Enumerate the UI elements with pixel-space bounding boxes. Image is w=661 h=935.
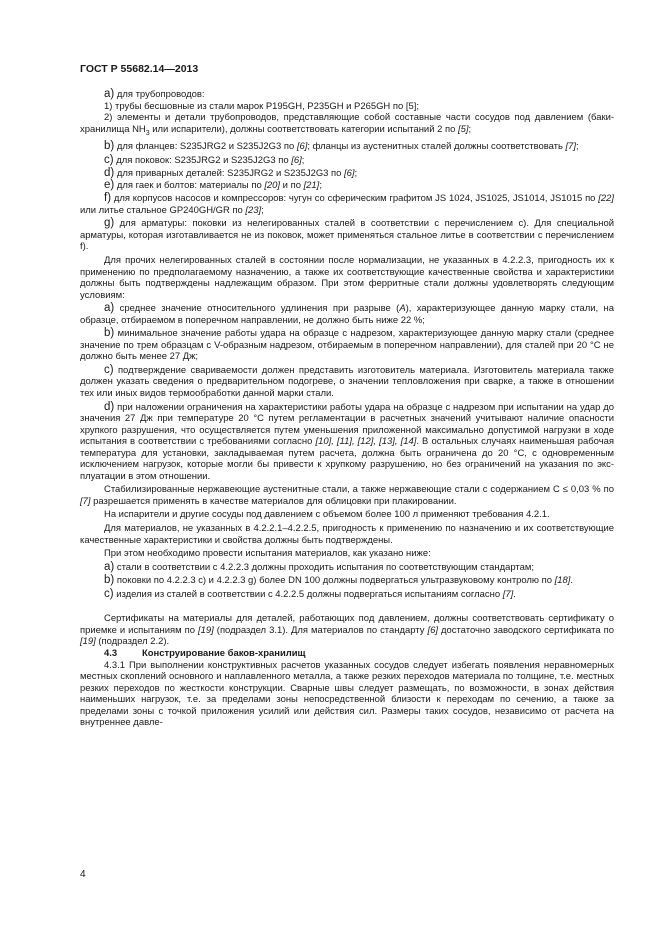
reference: [10], [11], [12], [13], [14] — [315, 436, 417, 448]
paragraph: а) для трубопроводов: — [104, 88, 205, 100]
reference: [6] — [344, 168, 355, 180]
paragraph: a) стали в соответствии с 4.2.2.3 должны проходить испытания по соответствующим стандартам; — [104, 560, 534, 573]
paragraph: 1) трубы бесшовные из стали марок P195GH, P235GH и P265GH по [5]; — [104, 100, 419, 112]
paragraph: e) для гаек и болтов: материалы по [20] и по [21]; — [104, 178, 322, 191]
paragraph: a) среднее значение относительного удлинения при разрыве (A), характеризующее данную марку стали, на образце, отбираемом в поперечном направлении, не должно быть ниже 22 %; — [80, 302, 614, 326]
paragraph: При этом необходимо провести испытания материалов, как указано ниже: — [104, 548, 431, 560]
section-heading: 4.3 Конструирование баков-хранилищ — [104, 647, 306, 659]
reference: [21] — [303, 179, 320, 191]
page-header-title: ГОСТ Р 55682.14—2013 — [80, 63, 199, 75]
paragraph: 4.3.1 При выполнении конструктивных расчетов указанных сосудов следует избегать появления неравномерных местных скоплений основного и наплавленного металла, а также резких переходов материала по толщине, т.е. местных резких переходов по жесткости конструкции. Сварные швы следует размещать, по возможности, в зонах действия наименьших нагрузок, т.е. за пределами зоны непосредственной близости к переходам по сечению, а также за пределами зоны с точкой приложения усилий или действия сил. Размеры таких сосудов, независимо от расчета на внутреннее давле- — [80, 659, 614, 729]
reference: [19] — [198, 624, 214, 636]
reference: [7] — [502, 588, 514, 600]
paragraph: c) подтверждение свариваемости должен представить изготовитель материала. Изготовитель материала также должен указать сведения о предварительном подогреве, о значении тепловложения при сварке, а также в отношении тех или иных видов термообработки данной марки стали. — [80, 363, 614, 400]
paragraph: c) изделия из сталей в соответствии с 4.2.2.5 должны подвергаться испытаниям согласно [7]. — [104, 587, 516, 600]
paragraph: d) при наложении ограничения на характеристики работы удара на образце с надрезом при испытании на удар до значения 27 Дж при температуре 20 °С путем регламентации в расчетных значений учитывают наличие опасности хрупкого разрушения, что осуществляется путем уменьшения приложенной максимально допустимой нагрузки в ходе испытания в соответствии с требованиями согласно [10], [11], [12], [13], [14]. В остальных случаях наименьшая рабочая температура для установки, закладываемая путем расчета, должна быть ограничена до 20 °С, с одновременным исключением нагрузок, которые могли бы привести к хрупкому разрушению, но без ограничений на указания по эксплуатации в этом отношении. — [80, 400, 614, 482]
paragraph: c) для поковок: S235JRG2 и S235J2G3 по [6]; — [104, 153, 305, 166]
paragraph: Для материалов, не указанных в 4.2.2.1–4.2.2.5, пригодность к применению по назначению и их соответствующие качественные характеристики и свойства должны быть подтверждены. — [80, 523, 614, 546]
reference: [7] — [80, 495, 91, 507]
paragraph: На испарители и другие сосуды под давлением с объемом более 100 л применяют требования 4.2.1. — [104, 509, 550, 521]
paragraph: Для прочих нелегированных сталей в состоянии после нормализации, не указанных в 4.2.2.3, пригодность их к применению по предполагаемому назначению, а также их соответствующие качественные свойства и характеристики должны быть подтверждены надлежащим образом. При этом ферритные стали должны удовлетворять следующим условиям: — [80, 255, 614, 301]
reference: [23] — [245, 204, 262, 216]
paragraph: b) поковки по 4.2.2.3 с) и 4.2.2.3 g) более DN 100 должны подвергаться ультразвуковому контролю по [18]. — [104, 574, 573, 587]
paragraph: Стабилизированные нержавеющие аустенитные стали, а также нержавеющие стали с содержанием С ≤ 0,03 % по [7] разрешается применять в качестве материалов для облицовки при плакировании. — [80, 484, 614, 507]
paragraph: b) для фланцев: S235JRG2 и S235J2G3 по [6]; фланцы из аустенитных сталей должны соответствовать [7]; — [104, 140, 579, 153]
reference: [18] — [554, 575, 571, 587]
reference: [22] — [598, 193, 614, 205]
reference: [6] — [291, 154, 302, 166]
reference: [7] — [565, 141, 577, 153]
paragraph: g) для арматуры: поковки из нелегированных сталей в соответствии с перечислением с). Для специальной арматуры, которая изготавливается не из поковок, может применяться стальное литье в соответствии с перечислением f). — [80, 217, 614, 253]
reference: [19] — [80, 636, 96, 648]
paragraph: f) для корпусов насосов и компрессоров: чугун со сферическим графитом JS 1024, JS1025, JS1014, JS1015 по [22] или литье стальное GP240GH/GR по [23]; — [80, 192, 614, 216]
paragraph: d) для приварных деталей: S235JRG2 и S235J2G3 по [6]; — [104, 167, 358, 180]
reference: [20] — [264, 179, 281, 191]
paragraph: b) минимальное значение работы удара на образце с надрезом, характеризующее данную марку стали (среднее значение по трем образцам с V-образным надрезом, отбираемым в поперечном направлении), для сталей при 20 °С не должно быть менее 27 Дж; — [80, 327, 614, 363]
document-body — [80, 89, 614, 729]
paragraph: Сертификаты на материалы для деталей, работающих под давлением, должны соответствовать сертификату о приемке и испытаниям по [19] (подраздел 3.1). Для материалов по стандарту [6] достаточно заводского сертификата по [19] (подраздел 2.2). — [80, 613, 614, 648]
page-number: 4 — [80, 869, 86, 880]
reference: [6] — [427, 624, 438, 636]
paragraph: 2) элементы и детали трубопроводов, представляющие собой составные части сосудов под давлением (баки-хранилища $NH_3$ или испарители), должны соответствовать категории испытаний 2 по [5]; — [80, 112, 614, 137]
reference: [5] — [457, 123, 469, 135]
reference: [6] — [296, 141, 308, 153]
